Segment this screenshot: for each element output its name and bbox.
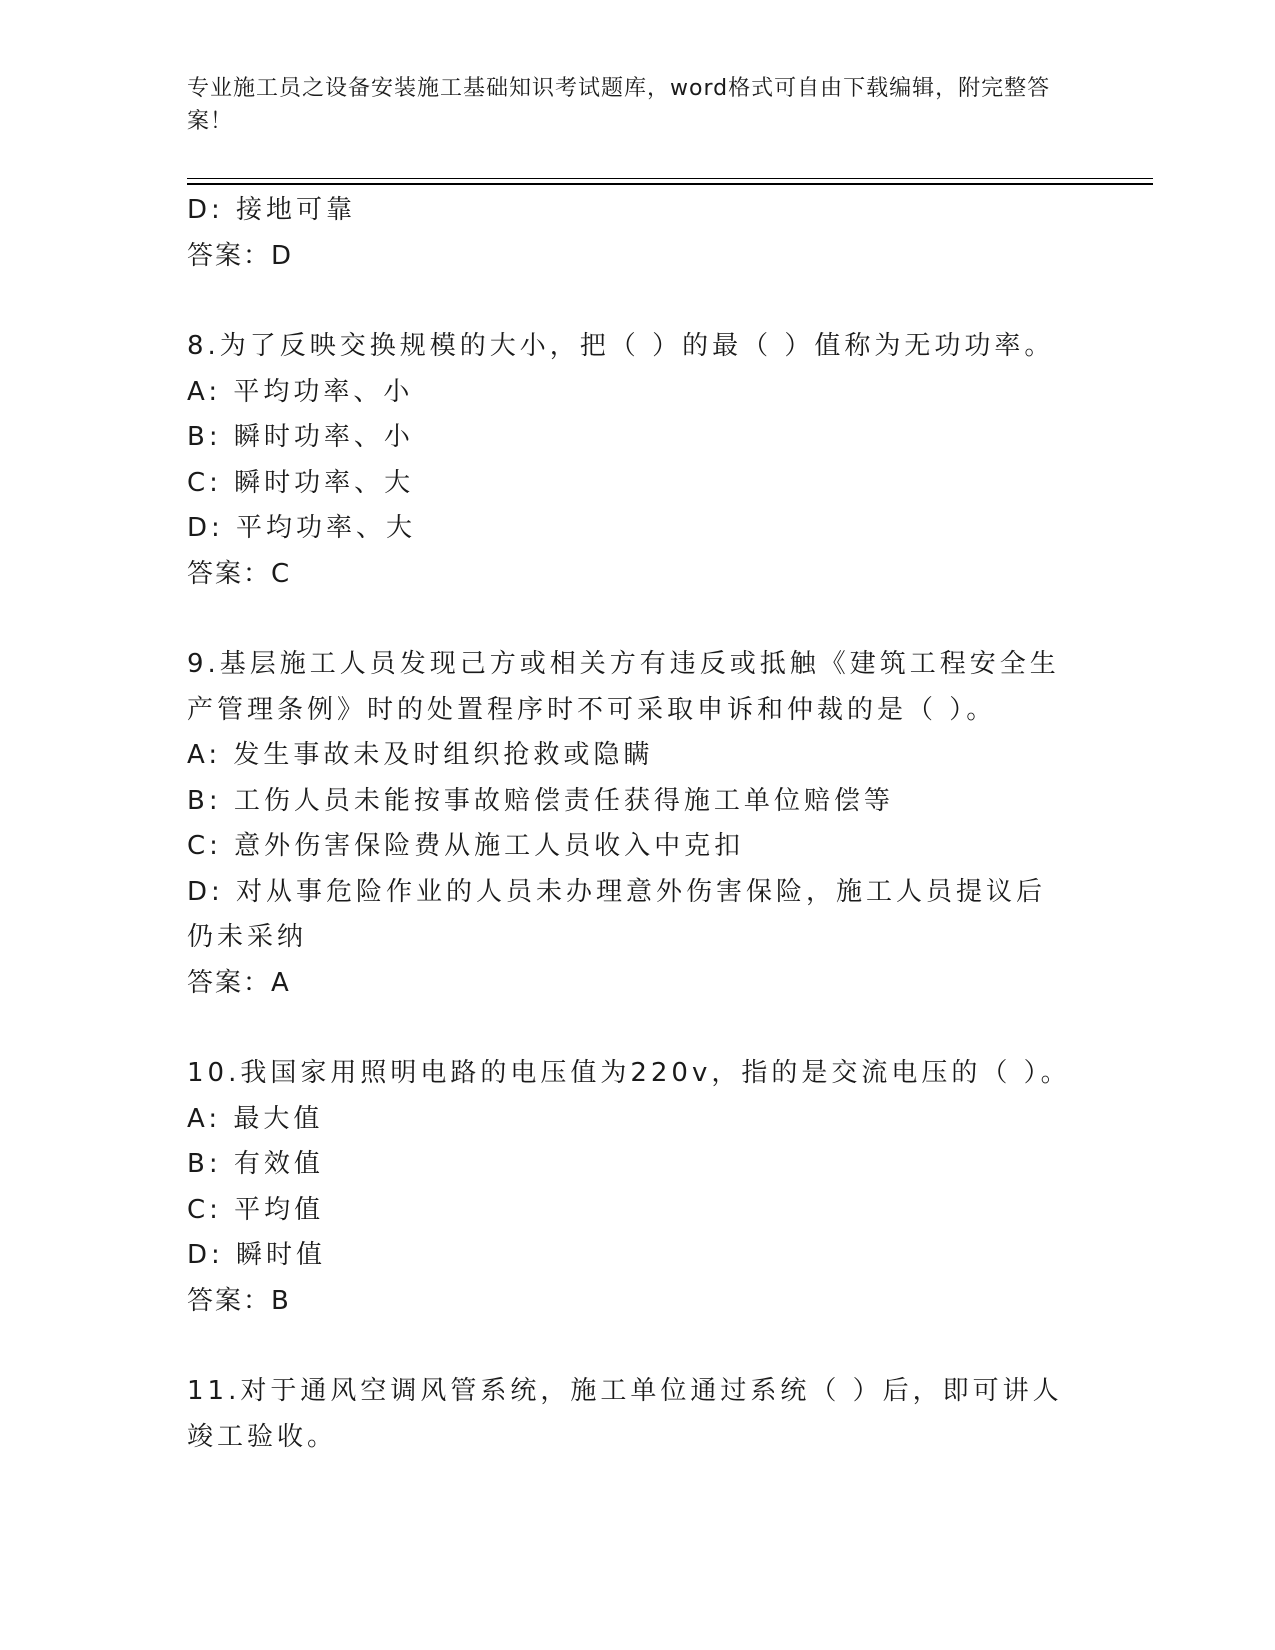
question-11 bbox=[187, 1369, 1087, 1460]
question-text: 9.基层施工人员发现己方或相关方有违反或抵触《建筑工程安全生产管理条例》时的处置程序时不可采取申诉和仲裁的是（ ）。 bbox=[187, 649, 1060, 725]
option-a: A: 发生事故未及时组织抢救或隐瞒 bbox=[187, 740, 654, 770]
question-9 bbox=[187, 642, 1087, 1006]
question-list bbox=[187, 188, 1087, 1460]
question-text: 8.为了反映交换规模的大小，把（ ）的最（ ）值称为无功功率。 bbox=[187, 331, 1055, 361]
option-b: B: 瞬时功率、小 bbox=[187, 422, 414, 452]
answer-label: 答案：D bbox=[187, 240, 294, 271]
question-7-continuation bbox=[187, 188, 1087, 279]
option-b: B: 工伤人员未能按事故赔偿责任获得施工单位赔偿等 bbox=[187, 785, 894, 816]
question-8 bbox=[187, 324, 1087, 597]
option-c: C: 意外伤害保险费从施工人员收入中克扣 bbox=[187, 831, 745, 861]
option-a: A: 平均功率、小 bbox=[187, 376, 414, 407]
option-b: B: 有效值 bbox=[187, 1149, 324, 1179]
question-text: 10.我国家用照明电路的电压值为220v，指的是交流电压的（ ）。 bbox=[187, 1058, 1071, 1088]
option-d: D: 对从事危险作业的人员未办理意外伤害保险，施工人员提议后仍未采纳 bbox=[187, 876, 1047, 952]
question-10 bbox=[187, 1051, 1087, 1324]
question-text: 11.对于通风空调风管系统，施工单位通过系统（ ）后，即可讲人竣工验收。 bbox=[187, 1376, 1063, 1452]
option-d: D: 接地可靠 bbox=[187, 195, 357, 225]
answer-label: 答案：B bbox=[187, 1285, 291, 1316]
header-divider-bottom bbox=[187, 183, 1153, 185]
header-divider-top bbox=[187, 178, 1153, 179]
answer-label: 答案：A bbox=[187, 967, 291, 998]
option-d: D: 瞬时值 bbox=[187, 1240, 327, 1270]
option-c: C: 平均值 bbox=[187, 1194, 325, 1225]
header-title: 专业施工员之设备安装施工基础知识考试题库，word格式可自由下载编辑，附完整答案！ bbox=[187, 76, 1051, 134]
option-d: D: 平均功率、大 bbox=[187, 513, 417, 543]
answer-label: 答案：C bbox=[187, 558, 292, 589]
document-header bbox=[187, 72, 1067, 138]
option-c: C: 瞬时功率、大 bbox=[187, 467, 415, 498]
option-a: A: 最大值 bbox=[187, 1103, 324, 1134]
